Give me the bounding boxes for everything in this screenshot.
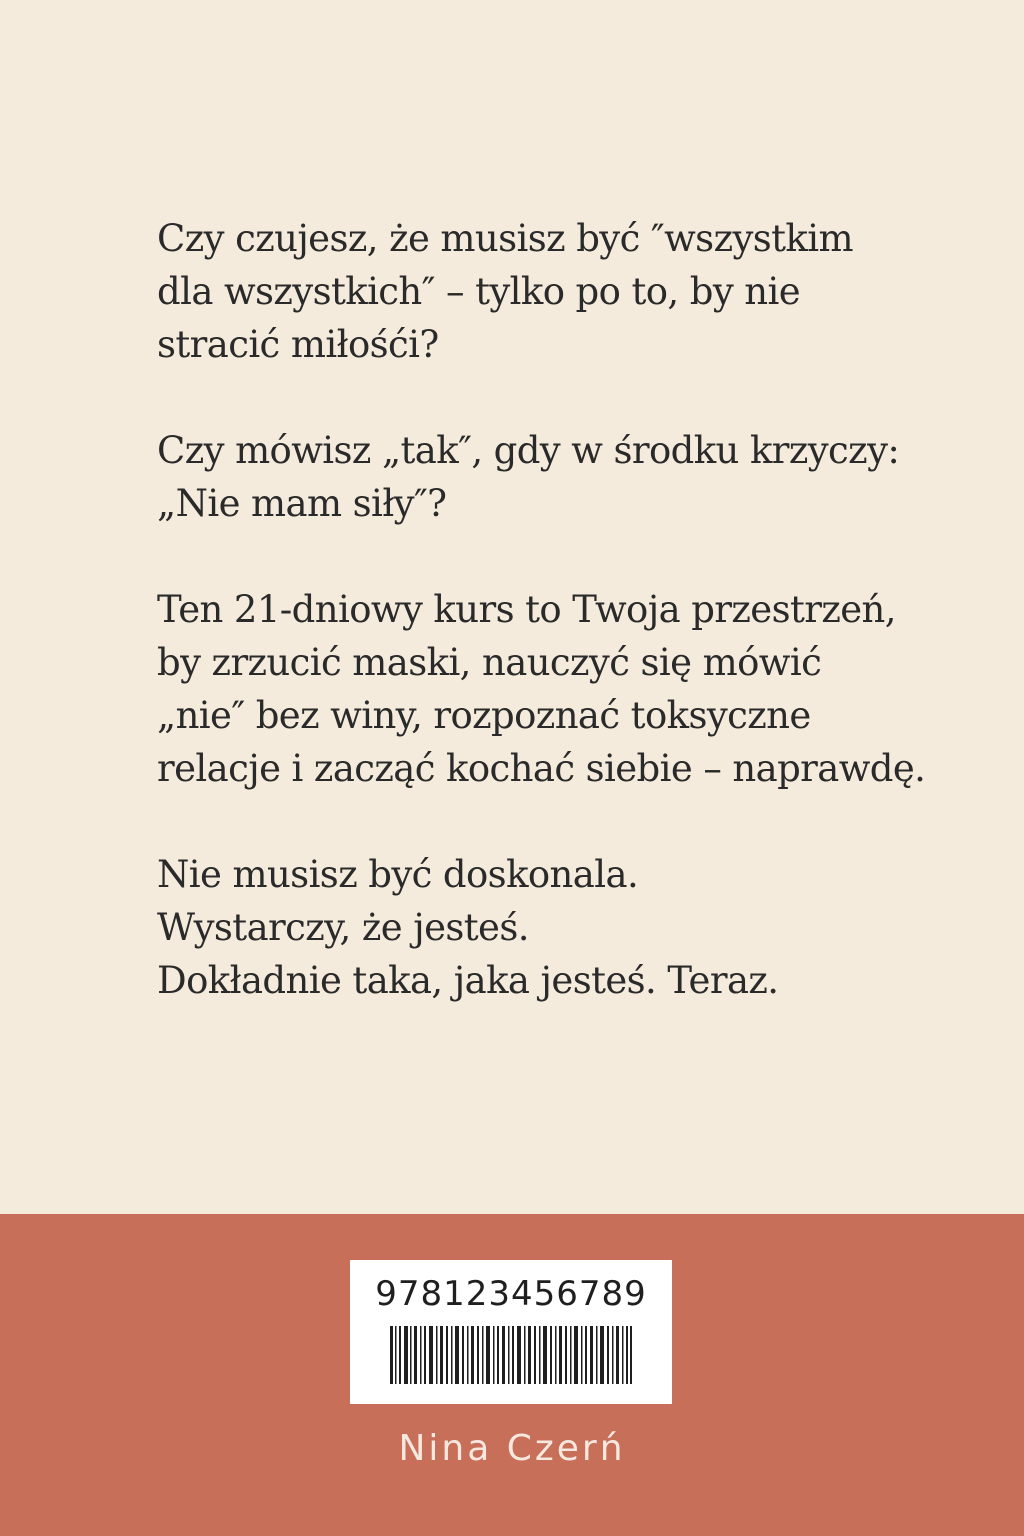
blurb-paragraph-3 <box>157 583 937 795</box>
barcode-box <box>350 1260 672 1404</box>
blurb-line: relacje i zacząć kochać siebie – naprawdę. <box>157 747 926 790</box>
author-name: Nina Czerń <box>398 1428 626 1469</box>
blurb-paragraph-4 <box>157 848 937 1007</box>
blurb-line: Wystarczy, że jesteś. <box>157 906 529 949</box>
blurb-line: by zrzucić maski, nauczyć się mówić <box>157 641 822 684</box>
barcode-icon <box>390 1326 632 1384</box>
blurb-line: „nie″ bez winy, rozpoznać toksyczne <box>157 694 811 737</box>
blurb-line: stracić miłośći? <box>157 323 439 366</box>
blurb-line: Ten 21-dniowy kurs to Twoja przestrzeń, <box>157 588 896 631</box>
blurb-line: Nie musisz być doskonala. <box>157 853 639 896</box>
blurb-line: dla wszystkich″ – tylko po to, by nie <box>157 270 801 313</box>
blurb-line: Czy mówisz „tak″, gdy w środku krzyczy: <box>157 429 900 472</box>
blurb-line: Dokładnie taka, jaka jesteś. Teraz. <box>157 959 779 1002</box>
blurb-paragraph-2 <box>157 424 937 530</box>
isbn-number: 978123456789 <box>375 1274 647 1314</box>
blurb-paragraph-1 <box>157 212 937 371</box>
blurb-line: Czy czujesz, że musisz być ″wszystkim <box>157 217 853 260</box>
blurb-text <box>157 212 937 1060</box>
blurb-line: „Nie mam siły″? <box>157 482 447 525</box>
